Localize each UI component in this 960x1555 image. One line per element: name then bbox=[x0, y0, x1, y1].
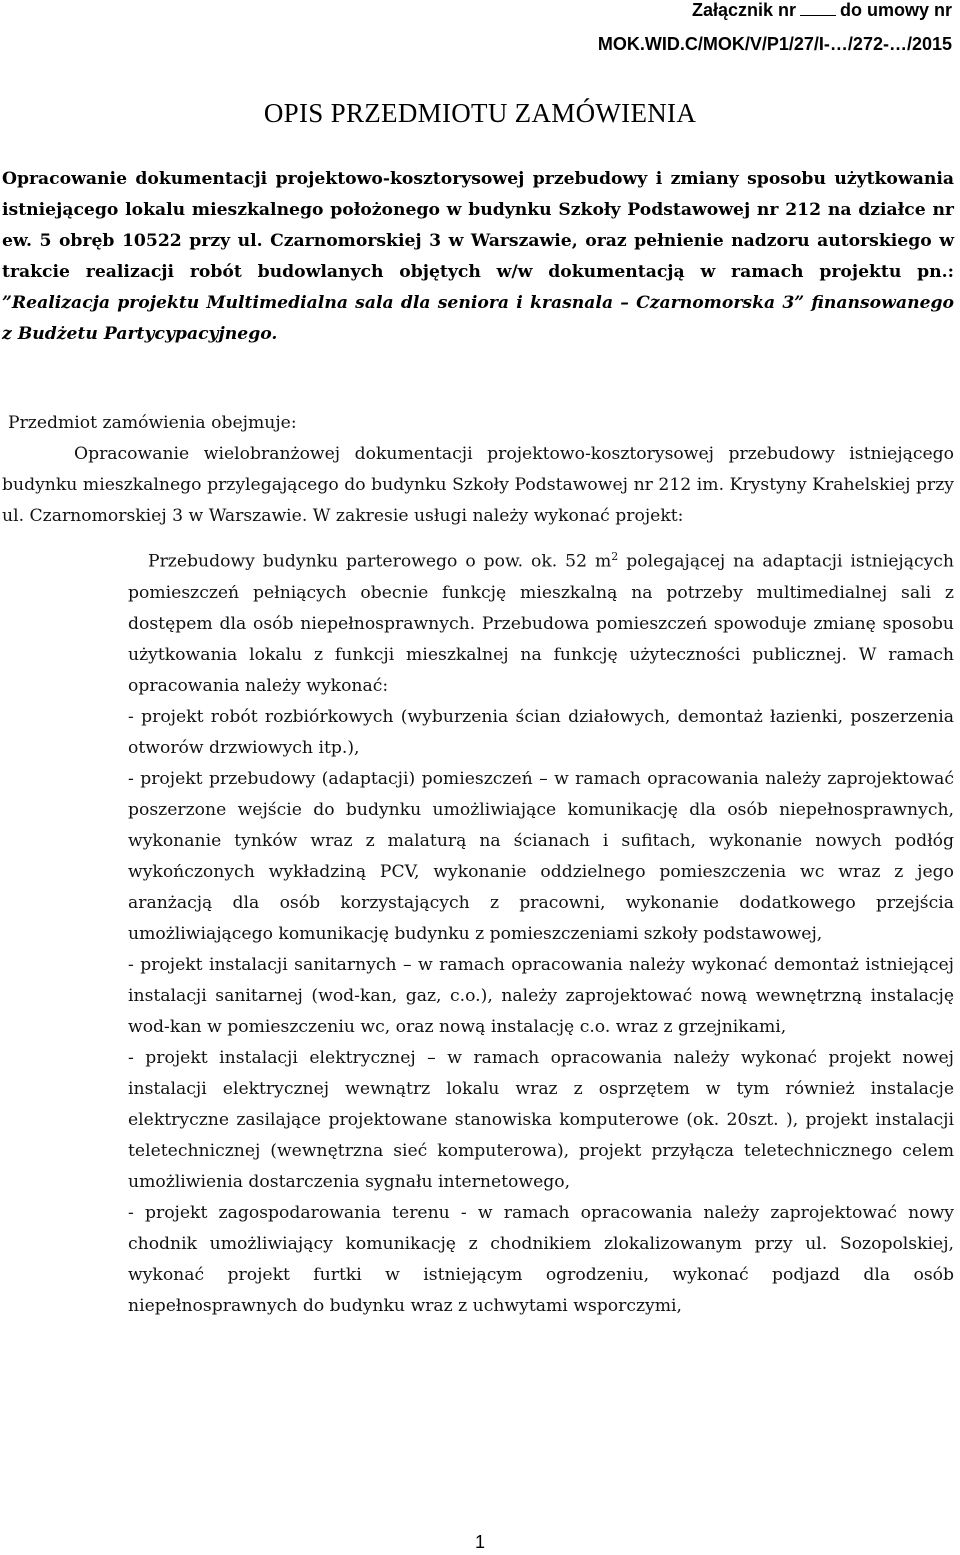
annex-number-blank bbox=[800, 1, 836, 16]
scope-lead: Przedmiot zamówienia obejmuje: bbox=[8, 413, 297, 433]
intro-text: Opracowanie dokumentacji projektowo-kosztorysowej przebudowy i zmiany sposobu użytkowania istniejącego lokalu mieszkalnego położonego w budynku Szkoły Podstawowej nr 212 na działce nr ew. 5 obręb 10522 przy ul. Czarnomorskiej 3 w Warszawie, oraz pełnienie nadzoru autorskiego w trakcie realizacji robót budowlanych objętych w/w dokumentacją w ramach projektu pn.: bbox=[2, 169, 954, 282]
project-name: ”Realizacja projektu Multimedialna sala dla seniora i krasnala – Czarnomorska 3” finansowanego z Budżetu Partycypacyjnego. bbox=[2, 293, 954, 344]
rebuild-paragraph bbox=[128, 541, 954, 702]
rebuild-text-a: Przebudowy budynku parterowego o pow. ok. 52 m bbox=[148, 551, 612, 572]
list-item: - projekt instalacji sanitarnych – w ramach opracowania należy wykonać demontaż istniejącej instalacji sanitarnej (wod-kan, gaz, c.o.), należy zaprojektować nową wewnętrzną instalację wod-kan w pomieszczeniu wc, oraz nową instalację c.o. wraz z grzejnikami, bbox=[128, 954, 954, 1037]
list-item: - projekt zagospodarowania terenu - w ramach opracowania należy zaprojektować nowy chodnik umożliwiający komunikację z chodnikiem zlokalizowanym przy ul. Sozopolskiej, wykonać projekt furtki w istniejącym ogrodzeniu, wykonać podjazd dla osób niepełnosprawnych do budynku wraz z uchwytami wsporczymi, bbox=[128, 1202, 954, 1316]
page-number: 1 bbox=[474, 1532, 485, 1552]
page-title: OPIS PRZEDMIOTU ZAMÓWIENIA bbox=[263, 98, 697, 128]
square-superscript: 2 bbox=[611, 550, 619, 563]
scope-section bbox=[2, 408, 954, 1322]
intro-paragraph bbox=[2, 164, 954, 350]
contract-reference: MOK.WID.C/MOK/V/P1/27/I-…/272-…/2015 bbox=[597, 34, 952, 54]
list-item: - projekt przebudowy (adaptacji) pomieszczeń – w ramach opracowania należy zaprojektować poszerzone wejście do budynku umożliwiające komunikację dla osób niepełnosprawnych, wykonanie tynków wraz z malaturą na ścianach i sufitach, wykonanie nowych podłóg wykończonych wykładziną PCV, wykonanie oddzielnego pomieszczenia wc wraz z jego aranżacją dla osób korzystających z pracowni, wykonanie dodatkowego przejścia umożliwiającego komunikację budynku z pomieszczeniami szkoły podstawowej, bbox=[128, 768, 954, 944]
annex-label: Załącznik nr bbox=[691, 0, 796, 20]
scope-paragraph: Opracowanie wielobranżowej dokumentacji projektowo-kosztorysowej przebudowy istniejącego budynku mieszkalnego przylegającego do budynku Szkoły Podstawowej nr 212 im. Krystyny Krahelskiej przy ul. Czarnomorskiej 3 w Warszawie. W zakresie usługi należy wykonać projekt: bbox=[2, 444, 954, 526]
rebuild-text-b: polegającej na adaptacji istniejących pomieszczeń pełniących obecnie funkcję mieszkalną na potrzeby multimedialnej sali z dostępem dla osób niepełnosprawnych. Przebudowa pomieszczeń spowoduje zmianę sposobu użytkowania lokalu z funkcji mieszkalnej na funkcję użyteczności publicznej. W ramach opracowania należy wykonać: bbox=[128, 551, 954, 696]
list-item: - projekt instalacji elektrycznej – w ramach opracowania należy wykonać projekt nowej instalacji elektrycznej wewnątrz lokalu wraz z osprzętem w tym również instalacje elektryczne zasilające projektowane stanowiska komputerowe (ok. 20szt. ), projekt instalacji teletechnicznej (wewnętrzna sieć komputerowa), projekt przyłącza teletechnicznego celem umożliwienia dostarczenia sygnału internetowego, bbox=[128, 1047, 954, 1192]
contract-label: do umowy nr bbox=[840, 0, 952, 20]
annex-header bbox=[692, 0, 952, 21]
list-item: - projekt robót rozbiórkowych (wyburzenia ścian działowych, demontaż łazienki, poszerzenia otworów drzwiowych itp.), bbox=[128, 706, 954, 758]
